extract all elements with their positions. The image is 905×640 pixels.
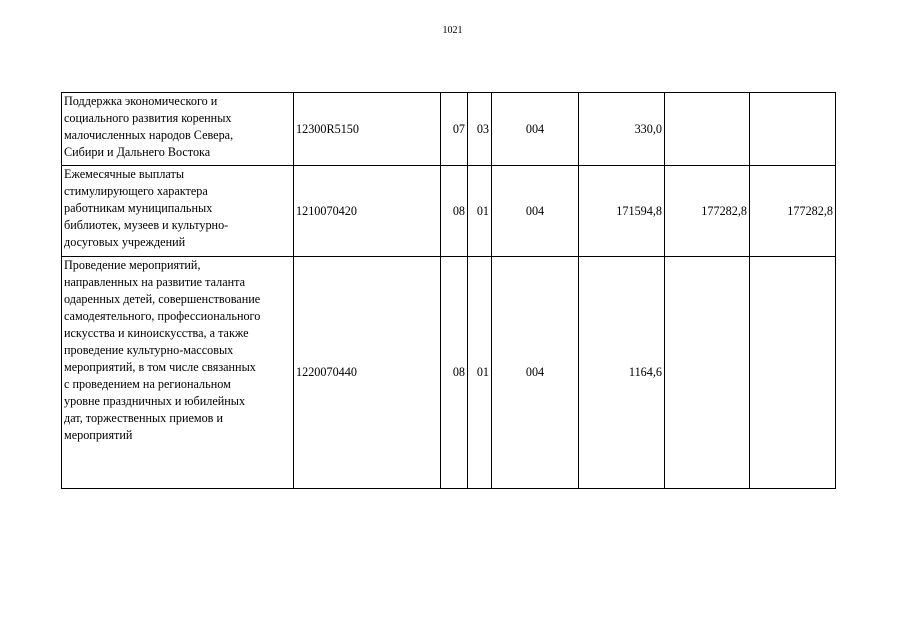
amount-3-cell [750, 257, 836, 489]
row-name-line: досуговых учреждений [64, 235, 186, 249]
row-name-line: проведение культурно-массовых [64, 343, 234, 357]
row-name-line: с проведением на региональном [64, 377, 231, 391]
subsection-cell: 01 [468, 257, 492, 489]
row-name-line: стимулирующего характера [64, 184, 208, 198]
row-name-line: Проведение мероприятий, [64, 258, 201, 272]
expense-type-cell: 004 [492, 257, 579, 489]
row-name-cell [62, 257, 294, 489]
amount-2-cell: 177282,8 [665, 166, 750, 257]
row-name-line: направленных на развитие таланта [64, 275, 246, 289]
row-name-cell [62, 93, 294, 166]
table-row [62, 166, 836, 257]
subsection-cell: 01 [468, 166, 492, 257]
page-number: 1021 [442, 25, 463, 36]
row-name-cell [62, 166, 294, 257]
expense-type-cell: 004 [492, 93, 579, 166]
row-name-line: библиотек, музеев и культурно- [64, 218, 229, 232]
section-cell: 08 [441, 257, 468, 489]
target-code-cell: 1220070440 [294, 257, 441, 489]
section-cell: 08 [441, 166, 468, 257]
row-name-line: Поддержка экономического и [64, 94, 218, 108]
amount-2-cell [665, 93, 750, 166]
row-name-line: малочисленных народов Севера, [64, 128, 234, 142]
amount-3-cell: 177282,8 [750, 166, 836, 257]
amount-1-cell: 1164,6 [579, 257, 665, 489]
amount-3-cell [750, 93, 836, 166]
table-row [62, 257, 836, 489]
table-row [62, 93, 836, 166]
subsection-cell: 03 [468, 93, 492, 166]
section-cell: 07 [441, 93, 468, 166]
row-name-line: одаренных детей, совершенствование [64, 292, 261, 306]
row-name-line: искусства и киноискусства, а также [64, 326, 249, 340]
row-name-line: работникам муниципальных [64, 201, 213, 215]
row-name-line: мероприятий, в том числе связанных [64, 360, 256, 374]
row-name-line: Ежемесячные выплаты [64, 167, 185, 181]
expense-type-cell: 004 [492, 166, 579, 257]
row-name-line: дат, торжественных приемов и [64, 411, 224, 425]
row-name-line: самодеятельного, профессионального [64, 309, 261, 323]
row-name-line: социального развития коренных [64, 111, 232, 125]
amount-1-cell: 171594,8 [579, 166, 665, 257]
target-code-cell: 1210070420 [294, 166, 441, 257]
row-name-line: уровне праздничных и юбилейных [64, 394, 246, 408]
row-name-line: Сибири и Дальнего Востока [64, 145, 211, 159]
amount-2-cell [665, 257, 750, 489]
amount-1-cell: 330,0 [579, 93, 665, 166]
target-code-cell: 12300R5150 [294, 93, 441, 166]
budget-table [61, 92, 836, 489]
row-name-line: мероприятий [64, 428, 133, 442]
